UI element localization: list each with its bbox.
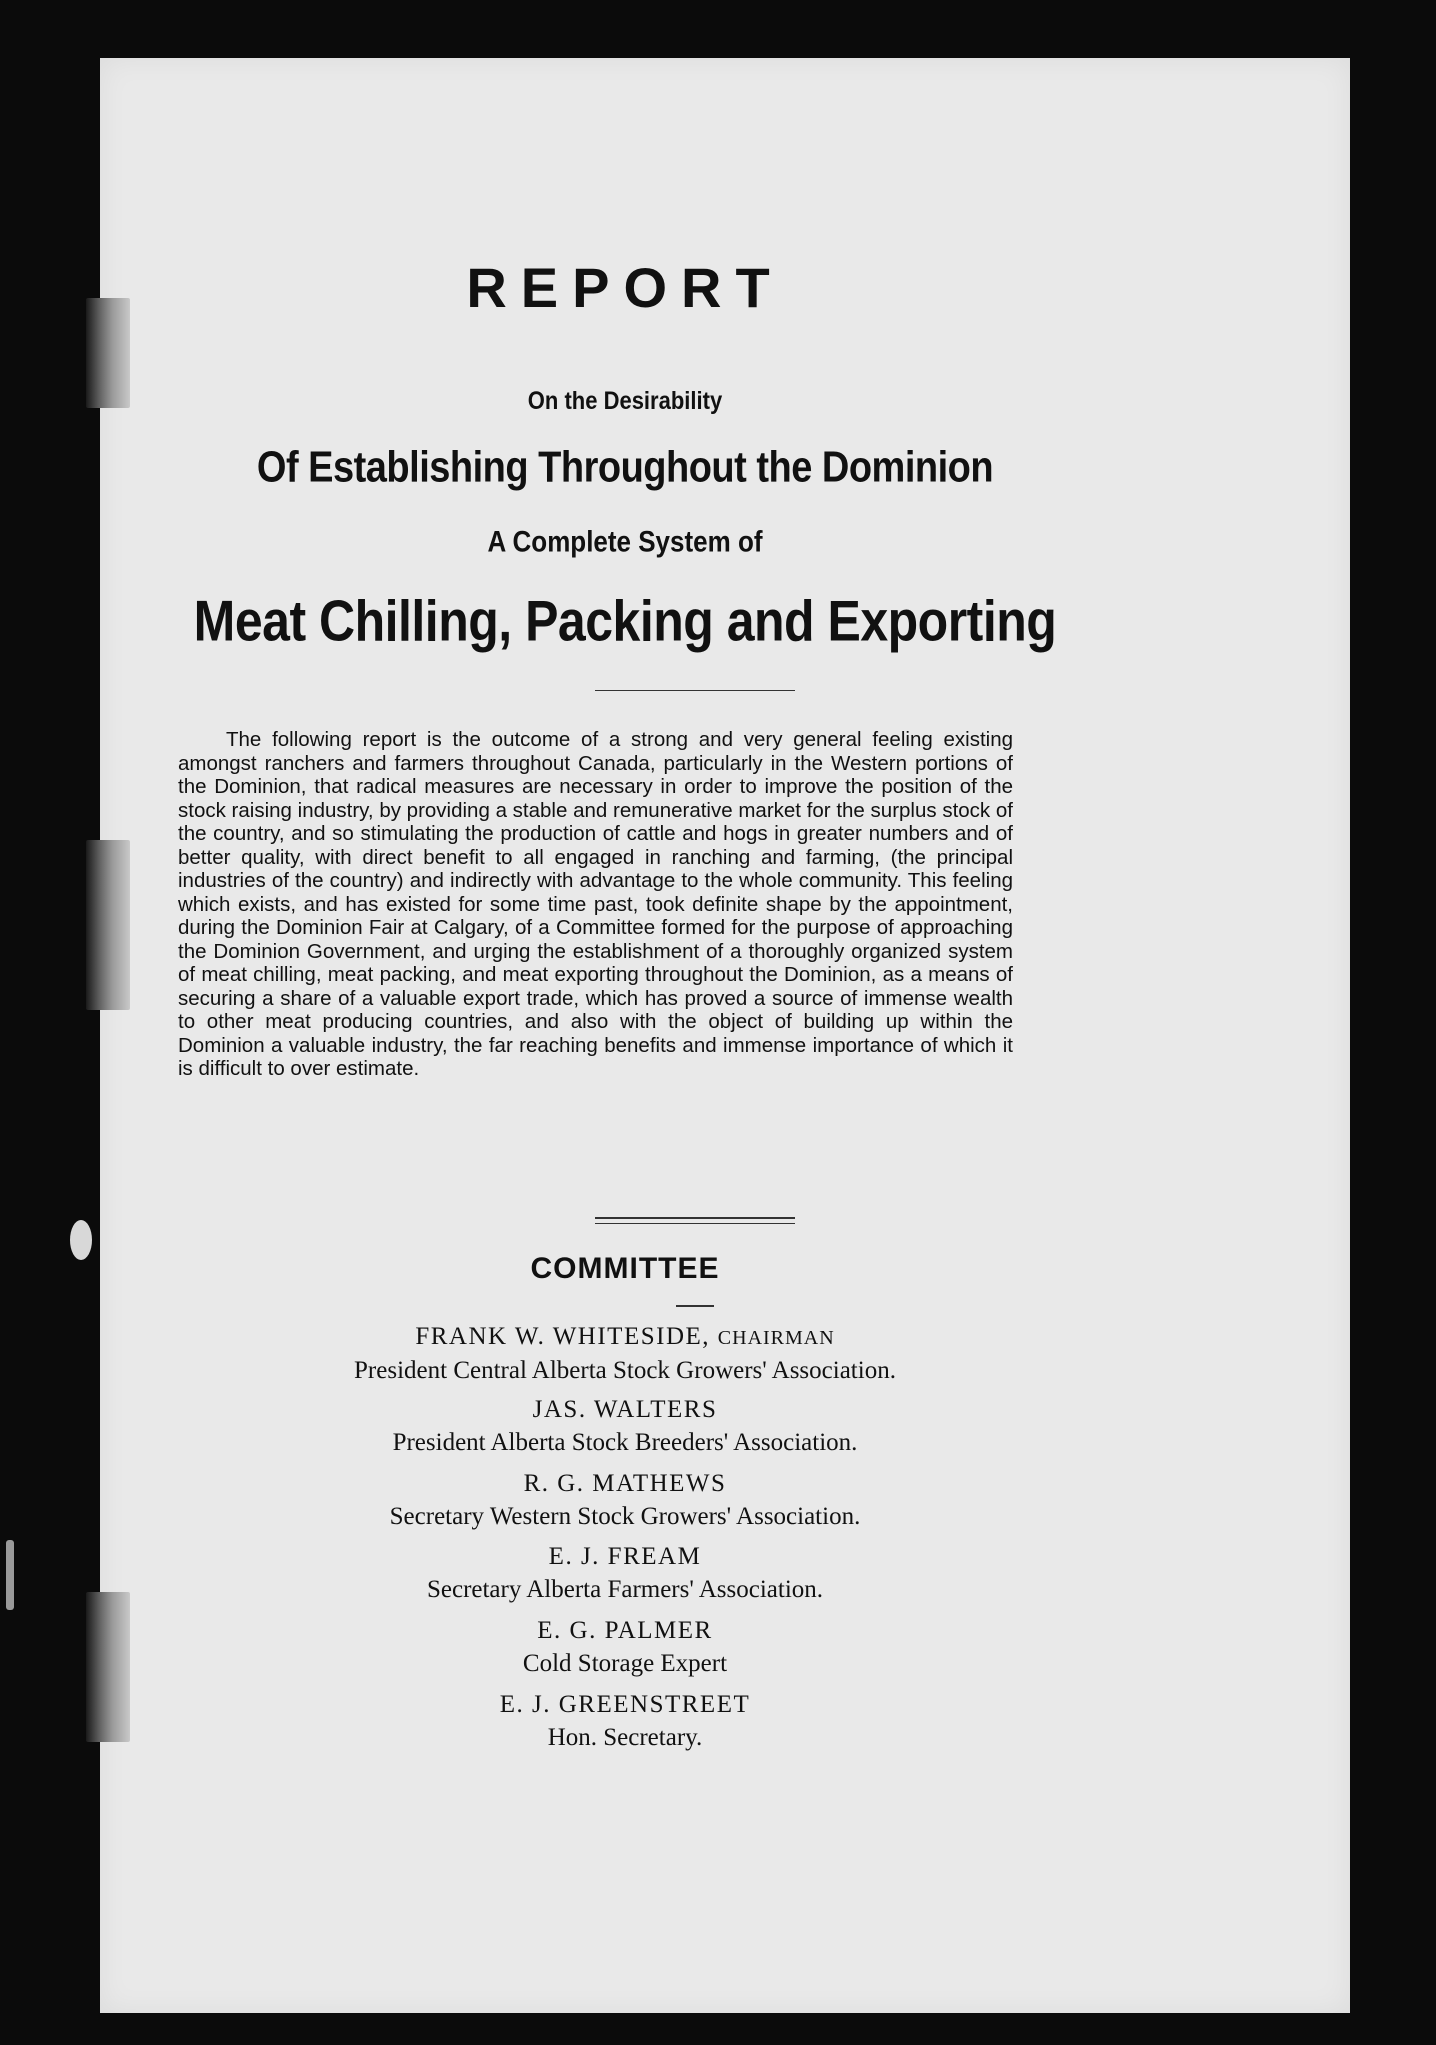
member-name: JAS. WALTERS bbox=[532, 1396, 718, 1423]
member-role: President Central Alberta Stock Growers' Association. bbox=[354, 1357, 896, 1384]
member-name: E. J. FREAM bbox=[548, 1543, 702, 1570]
member-name: R. G. MATHEWS bbox=[523, 1470, 727, 1497]
member-name: E. J. GREENSTREET bbox=[499, 1691, 751, 1718]
subtitle-meat-chilling: Meat Chilling, Packing and Exporting bbox=[193, 588, 1057, 654]
member-role: Hon. Secretary. bbox=[547, 1724, 703, 1751]
section-divider bbox=[595, 1217, 795, 1224]
member-role: Secretary Western Stock Growers' Association. bbox=[389, 1503, 861, 1530]
committee-heading: COMMITTEE bbox=[530, 1252, 720, 1285]
committee-member bbox=[0, 1540, 1250, 1606]
report-paragraph: The following report is the outcome of a strong and very general feeling existing amongst ranchers and farmers throughout Canada, particularly in the Western portions of the Dominion, that radical measures are necessary in order to improve the position of the stock raising industry, by providing a stable and remunerative market for the surplus stock of the country, and so stimulating the production of cattle and hogs in greater numbers and of better quality, with direct benefit to all engaged in ranching and farming, (the principal industries of the country) and indirectly with advantage to the whole community. This feeling which exists, and has existed for some time past, took definite shape by the appointment, during the Dominion Fair at Calgary, of a Committee formed for the purpose of approaching the Dominion Government, and urging the establishment of a thoroughly organized system of meat chilling, meat packing, and meat exporting throughout the Dominion, as a means of securing a share of a valuable export trade, which has proved a source of immense wealth to other meat producing countries, and also with the object of building up within the Dominion a valuable industry, the far reaching benefits and immense importance of which it is difficult to over estimate. bbox=[178, 728, 1013, 1080]
subtitle-complete-system: A Complete System of bbox=[487, 523, 763, 559]
member-role: Cold Storage Expert bbox=[522, 1650, 728, 1677]
committee-member bbox=[0, 1614, 1250, 1680]
subtitle-desirability: On the Desirability bbox=[527, 386, 723, 415]
committee-rule bbox=[676, 1305, 714, 1307]
member-name: E. G. PALMER bbox=[537, 1617, 713, 1644]
committee-member bbox=[0, 1393, 1250, 1459]
title-divider bbox=[595, 690, 795, 691]
member-role: Secretary Alberta Farmers' Association. bbox=[426, 1576, 824, 1603]
member-role: President Alberta Stock Breeders' Association. bbox=[392, 1429, 858, 1456]
committee-member bbox=[0, 1320, 1250, 1387]
member-title: CHAIRMAN bbox=[717, 1327, 835, 1349]
committee-member bbox=[0, 1688, 1250, 1754]
report-heading: REPORT bbox=[466, 256, 784, 319]
member-name: FRANK W. WHITESIDE, CHAIRMAN bbox=[415, 1323, 835, 1350]
subtitle-establishing: Of Establishing Throughout the Dominion bbox=[256, 443, 994, 493]
committee-member bbox=[0, 1467, 1250, 1533]
